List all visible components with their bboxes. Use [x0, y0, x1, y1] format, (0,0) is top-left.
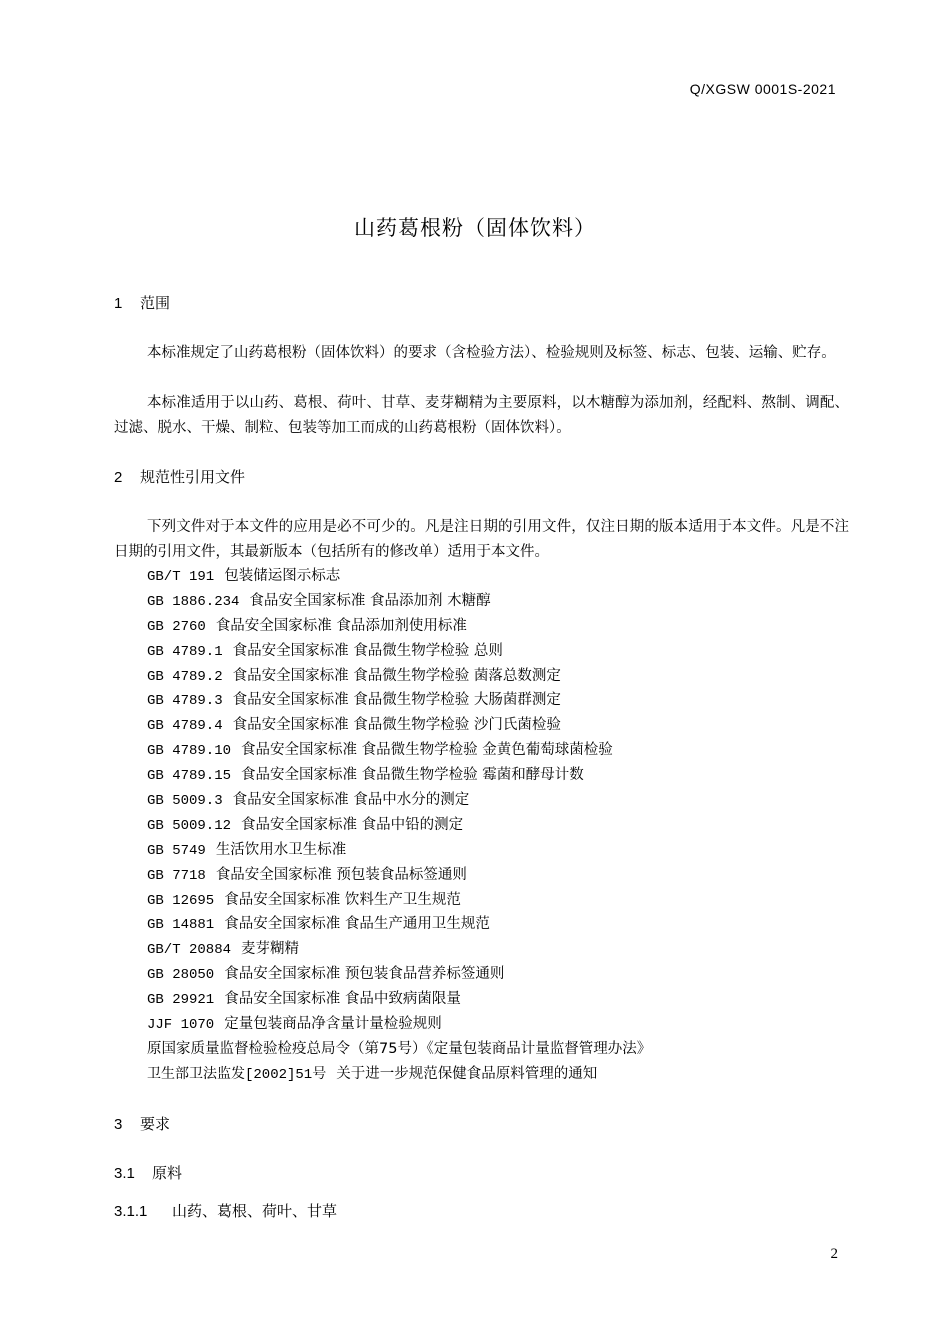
reference-title: 生活饮用水卫生标准 — [215, 841, 347, 858]
reference-title: 食品安全国家标准 预包装食品营养标签通则 — [224, 966, 505, 983]
reference-code: GB 4789.15 — [147, 768, 232, 785]
reference-code: GB 2760 — [147, 618, 206, 635]
reference-title: 食品安全国家标准 食品微生物学检验 霉菌和酵母计数 — [241, 767, 584, 784]
section-title: 规范性引用文件 — [140, 468, 246, 486]
reference-item — [147, 614, 651, 639]
section-number: 2 — [114, 469, 123, 486]
reference-item — [147, 763, 651, 788]
reference-code: GB 28050 — [147, 967, 215, 984]
reference-code: GB 4789.2 — [147, 668, 223, 685]
reference-item — [147, 937, 651, 962]
reference-item — [147, 838, 651, 863]
reference-code: JJF 1070 — [147, 1017, 215, 1034]
document-code: Q/XGSW 0001S-2021 — [689, 81, 836, 97]
reference-title: 关于进一步规范保健食品原料管理的通知 — [336, 1065, 598, 1082]
section-1-heading — [114, 292, 170, 313]
section-2-heading — [114, 466, 245, 487]
reference-title: 定量包装商品净含量计量检验规则 — [224, 1016, 442, 1033]
reference-code: GB 29921 — [147, 992, 215, 1009]
scope-paragraph-2: 本标准适用于以山药、葛根、荷叶、甘草、麦芽糊精为主要原料，以木糖醇为添加剂，经配料、熬制、调配、过滤、脱水、干燥、制粒、包装等加工而成的山药葛根粉（固体饮料）。 — [114, 395, 849, 436]
reference-title: 食品安全国家标准 食品微生物学检验 大肠菌群测定 — [232, 692, 561, 709]
reference-item — [147, 688, 651, 713]
reference-item — [147, 564, 651, 589]
reference-code: GB 5749 — [147, 842, 206, 859]
document-title: 山药葛根粉（固体饮料） — [354, 216, 596, 240]
reference-code: GB 5009.12 — [147, 817, 232, 834]
section-title: 山药、葛根、荷叶、甘草 — [172, 1202, 338, 1220]
reference-title: 食品安全国家标准 饮料生产卫生规范 — [224, 891, 461, 908]
reference-item — [147, 962, 651, 987]
section-3-1-heading — [114, 1162, 182, 1183]
reference-item — [147, 987, 651, 1012]
reference-item — [147, 888, 651, 913]
reference-title: 食品安全国家标准 食品微生物学检验 金黄色葡萄球菌检验 — [241, 742, 613, 759]
section-title: 原料 — [152, 1164, 183, 1182]
reference-code: GB 4789.1 — [147, 643, 223, 660]
reference-item — [147, 589, 651, 614]
reference-code: GB 12695 — [147, 892, 215, 909]
section-title: 范围 — [140, 294, 171, 312]
reference-code: GB 1886.234 — [147, 593, 240, 610]
section-number: 3.1 — [114, 1165, 135, 1182]
reference-title: 食品安全国家标准 食品中水分的测定 — [232, 792, 470, 809]
reference-item — [147, 738, 651, 763]
reference-title: 食品安全国家标准 食品微生物学检验 菌落总数测定 — [232, 667, 561, 684]
reference-title: 食品安全国家标准 食品中致病菌限量 — [224, 991, 461, 1008]
reference-item — [147, 1012, 651, 1037]
reference-title: 食品安全国家标准 食品微生物学检验 总则 — [232, 642, 503, 659]
section-number: 3.1.1 — [114, 1203, 148, 1220]
reference-code: 卫生部卫法监发[2002]51号 — [147, 1066, 327, 1083]
reference-item — [147, 813, 651, 838]
references-intro: 下列文件对于本文件的应用是必不可少的。凡是注日期的引用文件，仅注日期的版本适用于本文件。凡是不注日期的引用文件，其最新版本（包括所有的修改单）适用于本文件。 — [114, 519, 849, 560]
reference-title: 包装储运图示标志 — [224, 568, 341, 584]
scope-paragraph-1: 本标准规定了山药葛根粉（固体饮料）的要求（含检验方法）、检验规则及标签、标志、包装、运输、贮存。 — [147, 345, 836, 361]
section-3-1-1-heading — [114, 1200, 337, 1221]
reference-code: GB/T 20884 — [147, 942, 232, 959]
reference-title: 食品安全国家标准 食品生产通用卫生规范 — [224, 916, 490, 933]
reference-code: GB 7718 — [147, 867, 206, 884]
reference-item — [147, 639, 651, 664]
section-number: 3 — [114, 1116, 123, 1133]
section-number: 1 — [114, 295, 123, 312]
reference-code: GB 4789.10 — [147, 743, 232, 760]
section-title: 要求 — [140, 1115, 171, 1133]
reference-title: 食品安全国家标准 食品添加剂 木糖醇 — [249, 592, 491, 609]
reference-title: 麦芽糊精 — [241, 941, 300, 958]
reference-code: GB 14881 — [147, 917, 215, 934]
reference-item — [147, 664, 651, 689]
reference-title: 食品安全国家标准 食品添加剂使用标准 — [215, 617, 467, 634]
reference-title: 食品安全国家标准 食品微生物学检验 沙门氏菌检验 — [232, 717, 561, 734]
reference-item — [147, 713, 651, 738]
reference-code: GB 4789.4 — [147, 718, 223, 735]
reference-title: 食品安全国家标准 食品中铅的测定 — [241, 816, 464, 833]
reference-list — [147, 564, 651, 1087]
reference-code: GB 5009.3 — [147, 793, 223, 810]
reference-item — [147, 912, 651, 937]
section-3-heading — [114, 1113, 170, 1134]
page-number: 2 — [830, 1246, 838, 1262]
reference-item — [147, 788, 651, 813]
reference-title: 原国家质量监督检验检疫总局令（第75号）《定量包装商品计量监督管理办法》 — [147, 1040, 652, 1057]
reference-item — [147, 863, 651, 888]
reference-item — [147, 1037, 651, 1062]
reference-item — [147, 1062, 651, 1087]
reference-code: GB 4789.3 — [147, 693, 223, 710]
reference-title: 食品安全国家标准 预包装食品标签通则 — [215, 866, 467, 883]
reference-code: GB/T 191 — [147, 569, 215, 585]
